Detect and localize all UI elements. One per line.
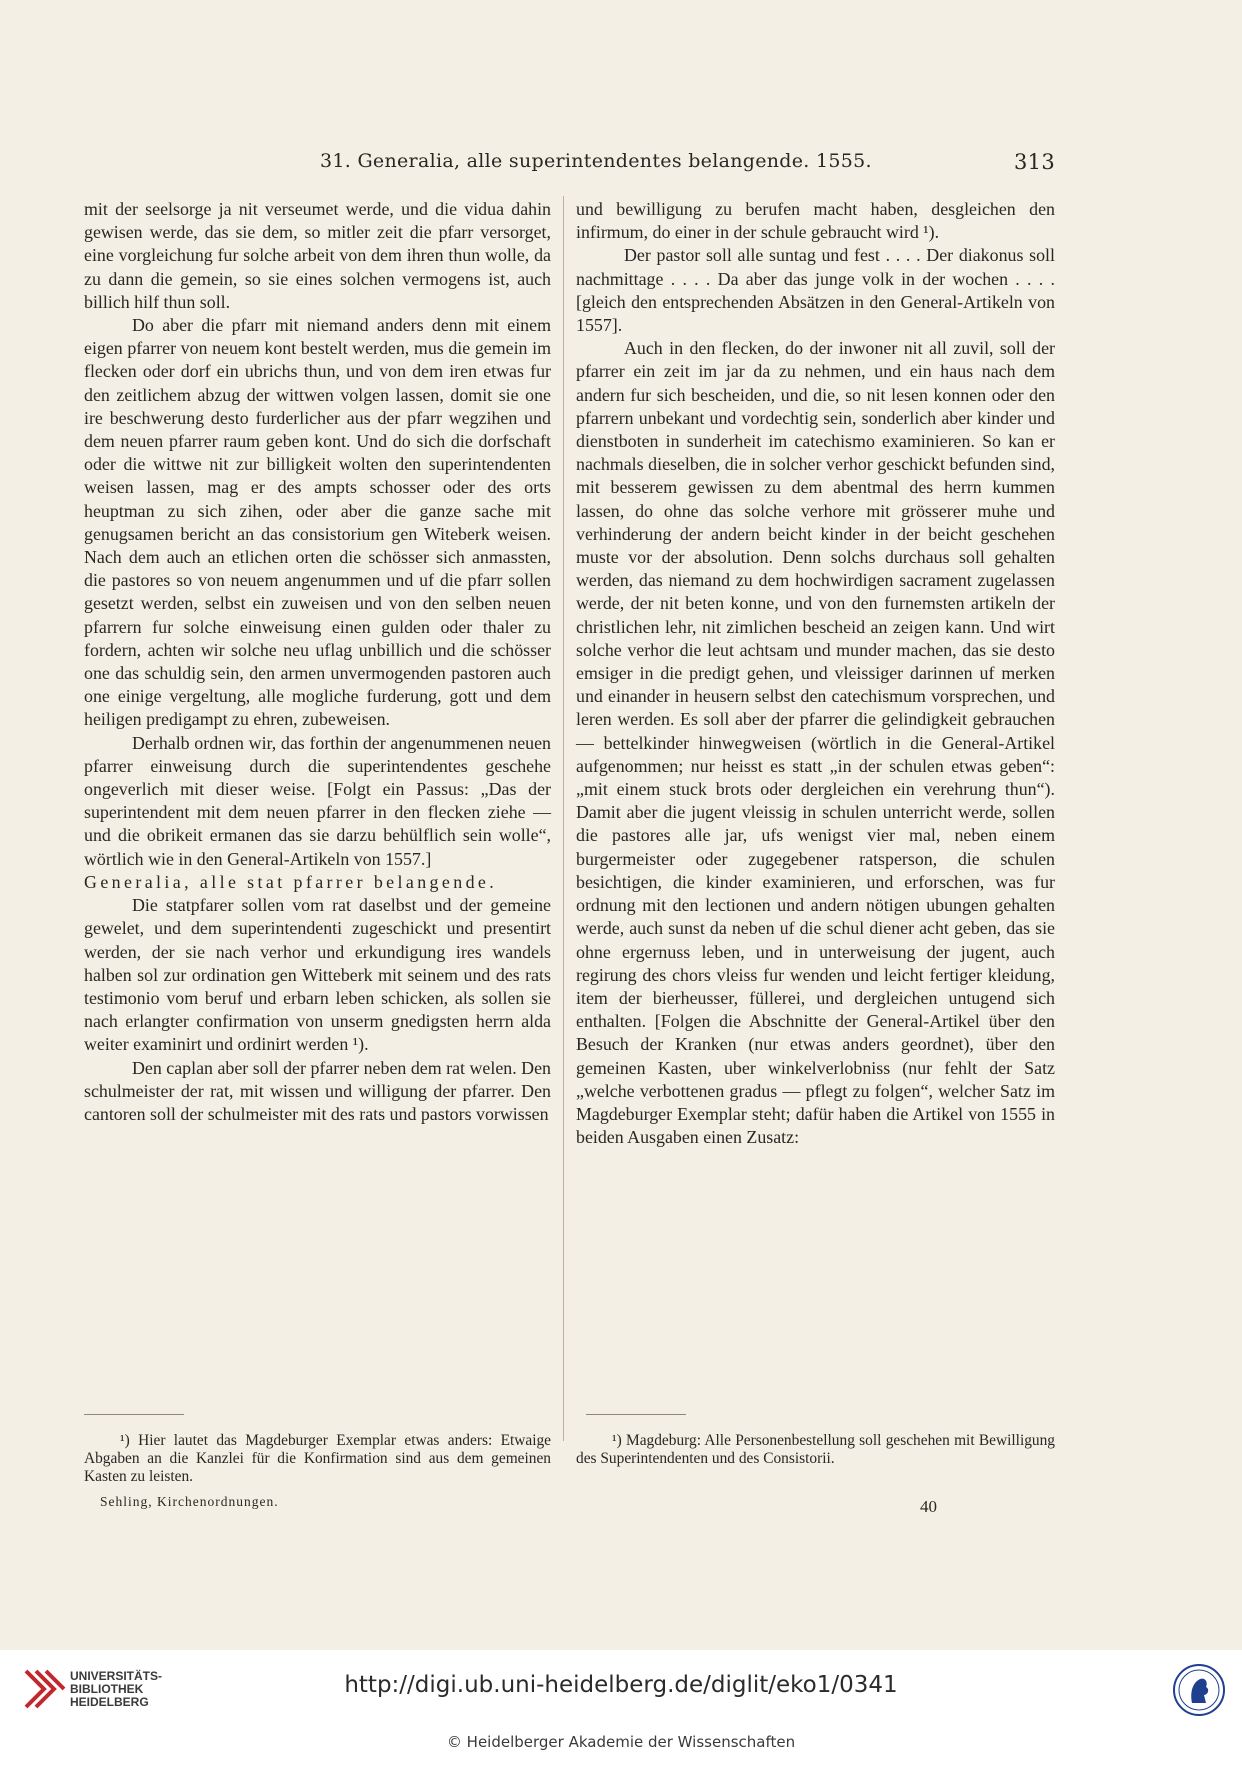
left-column	[84, 198, 551, 1126]
page-number: 313	[1014, 150, 1055, 174]
paragraph: Der pastor soll alle suntag und fest . . . . Der diakonus soll nachmittage . . . . Da aber das junge volk in der wochen . . . . [gleich den entsprechenden Absätzen in den General-Artikeln von 1557].	[576, 245, 1055, 336]
academy-seal-icon	[1172, 1663, 1226, 1717]
right-column	[576, 198, 1055, 1149]
footnote-rule	[586, 1414, 686, 1415]
footnote-rule	[84, 1414, 184, 1415]
footnote-text: ¹) Magdeburg: Alle Personenbestellung soll geschehen mit Bewilligung des Superintendenten und des Consistorii.	[576, 1432, 1055, 1467]
permalink[interactable]	[0, 1669, 1242, 1698]
paragraph: mit der seelsorge ja nit verseumet werde, und die vidua dahin gewisen werde, das sie dem, so mitler zeit die pfarr versorget, eine vorgleichung fur solche arbeit von dem ihren thun wolle, da zu dann die gemein, so sie eines solchen vermogens ist, auch billich hilf thun soll.	[84, 199, 551, 312]
running-title: 31. Generalia, alle superintendentes belangende. 1555.	[320, 150, 872, 172]
permalink-text[interactable]: http://digi.ub.uni-heidelberg.de/diglit/eko1/0341	[344, 1672, 898, 1698]
library-name-line: UNIVERSITÄTS-	[70, 1669, 163, 1683]
library-name-line: BIBLIOTHEK	[70, 1682, 144, 1696]
footer-bar	[0, 1650, 1242, 1771]
paragraph: Auch in den flecken, do der inwoner nit all zuvil, soll der pfarrer ein zeit im jar da zu nehmen, und ein haus nach dem andern fur sich bescheiden, und die, so nit lesen konnen oder den pfarrern unbekant und vordechtig sein, sonderlich aber kinder und dienstboten in sunderheit im catechismo examinieren. So kan er nachmals dieselben, die in solcher verhor geschickt befunden sind, mit besserem gewissen zu dem abentmal des herrn kummen lassen, do ohne das solche verhore mit grösserer muhe und verhinderung der andern beicht kinder in der beicht geschehen muste vor der absolution. Denn solchs durchaus soll gehalten werden, das niemand zu dem hochwirdigen sacrament zugelassen werde, der nit beten konne, und von den furnemsten artikeln der christlichen lehr, nit zimlichen bescheid an zeigen kann. Und wirt solche verhor die leut achtsam und munder machen, das sie desto emsiger in die predigt gehen, und vleissiger darinnen uf merken und einander in heusern selbst den catechismum vorsprechen, und leren werden. Es soll aber der pfarrer die gelindigkeit gebrauchen — bettelkinder hinwegweisen (wörtlich in die General-Artikel aufgenommen; nur heisst es statt „in der schulen etwas geben“: „mit einem stuck brots oder dergleichen ein verehrung thun“). Damit aber die jugent vleissig in schulen unterricht werde, sollen die pastores alle jar, ufs wenigst vier mal, neben einem burgermeister oder zugegebener ratsperson, die schulen besichtigen, die kinder examinieren, und erforschen, was fur ordnung mit den lectionen und andern nötigen ubungen gehalten werde, auch sunst da neben uf die schul diener acht geben, das sie ohne ergernuss leben, und in unterweisung der jugent, auch regirung des chors vleiss fur wenden und leicht fertiger kleidung, item der bierheusser, füllerei, und dergleichen untugend sich enthalten. [Folgen die Abschnitte der General-Artikel über den Besuch der Kranken (nur etwas anders geordnet), über den gemeinen Kasten, uber winkelverlobniss (nur fehlt der Satz „welche verbottenen gradus — pflegt zu folgen“, welcher Satz im Magdeburger Exemplar steht; dafür haben die Artikel von 1555 in beiden Ausgaben einen Zusatz:	[576, 338, 1055, 1148]
section-heading: Generalia, alle stat pfarrer belangende.	[84, 871, 498, 892]
footnote-left	[84, 1432, 551, 1486]
sheet-signature: 40	[920, 1497, 937, 1516]
paragraph: Do aber die pfarr mit niemand anders denn mit einem eigen pfarrer von neuem kont bestelt werden, mus die gemein im flecken oder dorf ein ubrichs thun, und von dem iren etwas fur den zeitlichem abzug der wittwen volgen lassen, domit sie one ire beschwerung desto furderlicher aus der pfarr wegzihen und dem neuen pfarrer raum geben kont. Und do sich die dorfschaft oder die wittwe nit zur billigkeit wolten den superintendenten weisen lassen, mag er des ampts schosser oder des orts heuptman zu sich zihen, oder aber die ganze sache mit genugsamen bericht an das consistorium gen Witeberk weisen. Nach dem auch an etlichen orten die schösser sich anmassten, die pastores so von neuem angenummen und uf die pfarr sollen gesetzt werden, selbst ein zuweisen und von den selben neuen pfarrern fur solche einweisung einen gulden oder thaler zu fordern, achten wir solche neu uflag unbillich und die schösser one das schuldig sein, den armen unvermogenden pastoren auch one einige vergeltung, alle mogliche furderung, gott und dem heiligen predigampt zu ehren, zubeweisen.	[84, 315, 551, 730]
footnote-text: ¹) Hier lautet das Magdeburger Exemplar etwas anders: Etwaige Abgaben an die Kanzlei für die Konfirmation sind aus dem gemeinen Kasten zu leisten.	[84, 1432, 551, 1485]
paragraph: Derhalb ordnen wir, das forthin der angenummenen neuen pfarrer einweisung durch die superintendentes geschehe ongeverlich mit dieser weise. [Folgt ein Passus: „Das der superintendent mit dem neuen pfarrer in den flecken ziehe — und die obrikeit ermanen das sie darzu behülflich sein wolle“, wörtlich wie in den General-Artikeln von 1557.]	[84, 732, 551, 869]
paragraph: Die statpfarer sollen vom rat daselbst und der gemeine gewelet, und dem superintendenti zugeschickt und presentirt werden, der sie nach verhor und erkundigung ires wandels halben sol zur ordination gen Witteberk mit seinem und des rats testimonio vom beruf und erbarn leben schicken, als sollen sie nach erlangter confirmation von unserm gnedigsten herrn alda weiter examinirt und ordinirt werden ¹).	[84, 895, 551, 1055]
library-name-line: HEIDELBERG	[70, 1695, 149, 1709]
paragraph: Den caplan aber soll der pfarrer neben dem rat welen. Den schulmeister der rat, mit wissen und willigung der pfarrer. Den cantoren soll der schulmeister mit des rats und pastors vorwissen	[84, 1057, 551, 1124]
footnote-right	[576, 1432, 1055, 1468]
bibliographic-signature: Sehling, Kirchenordnungen.	[100, 1494, 279, 1509]
copyright-notice: © Heidelberger Akademie der Wissenschaften	[446, 1733, 796, 1751]
column-divider	[563, 196, 564, 1441]
paragraph: und bewilligung zu berufen macht haben, desgleichen den infirmum, do einer in der schule gebraucht wird ¹).	[576, 199, 1055, 243]
running-head	[320, 150, 1055, 172]
